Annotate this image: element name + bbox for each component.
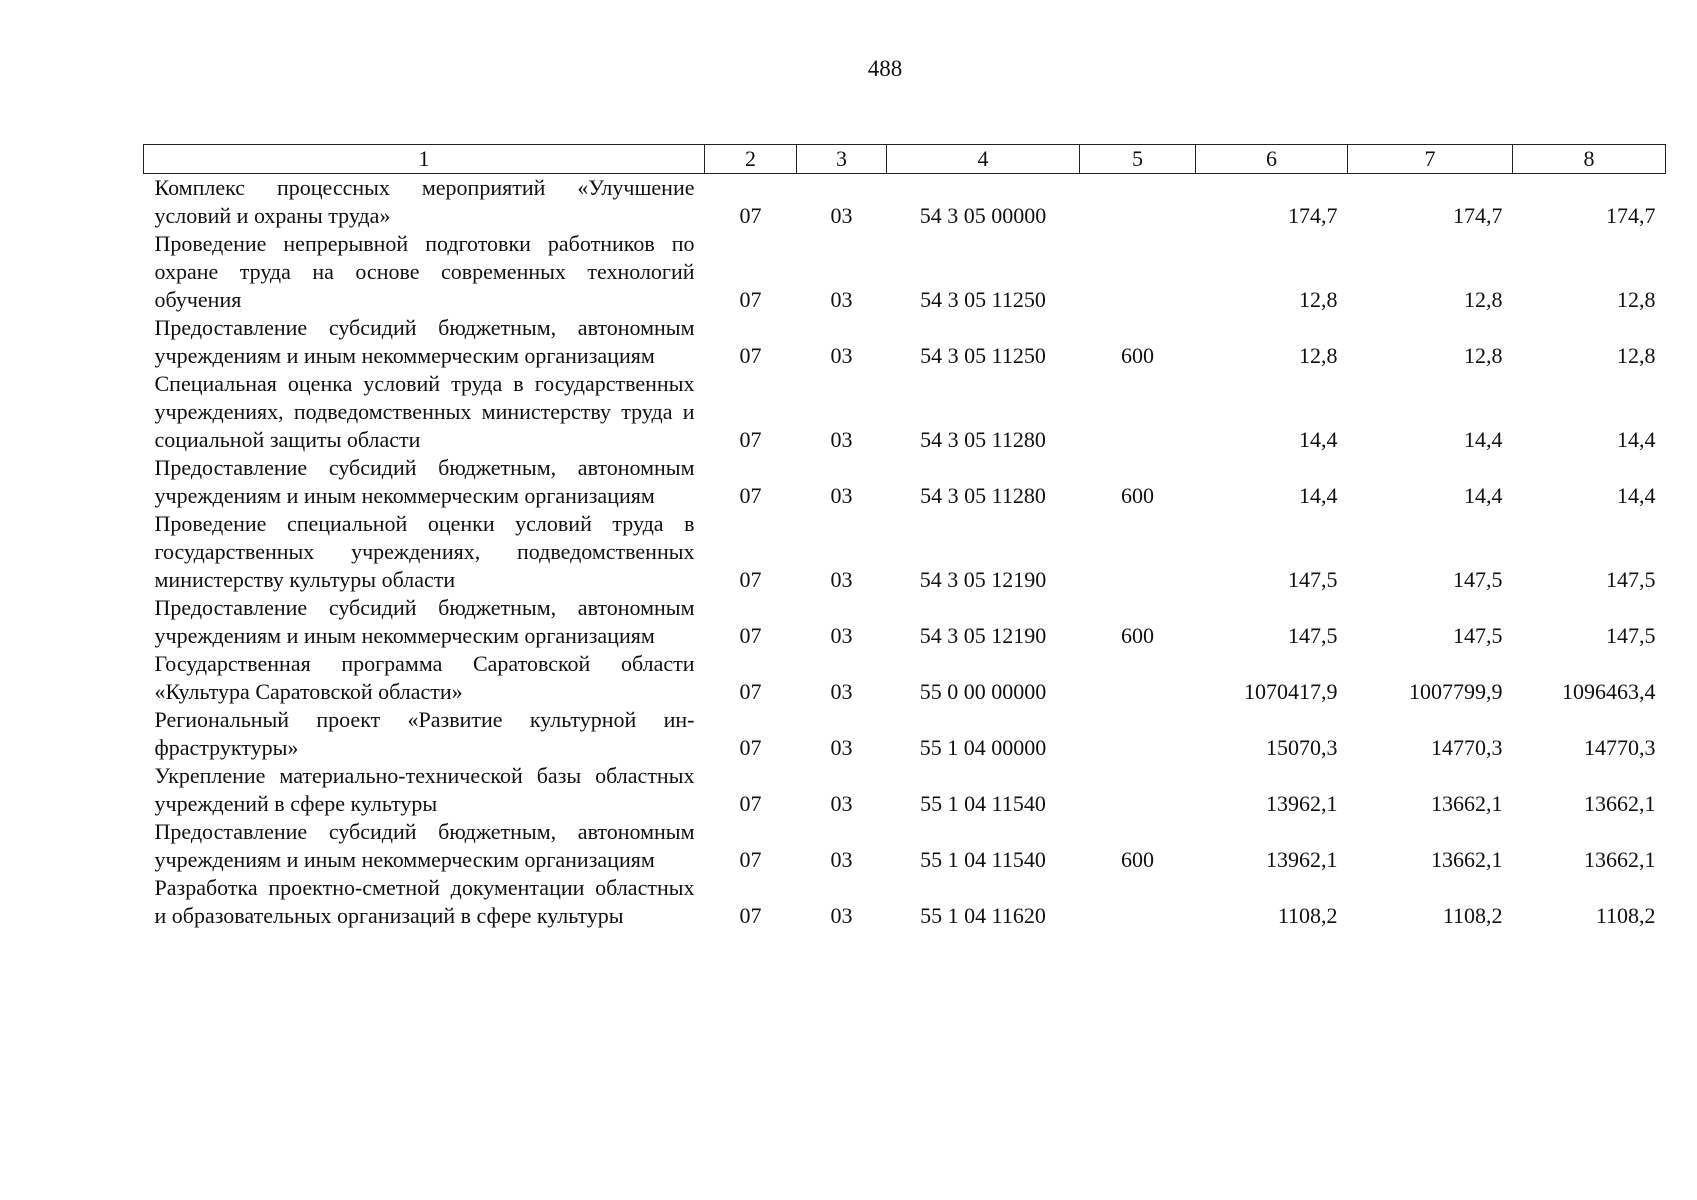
row-name-cell: Предоставление субсидий бюджетным, автономным учреждениям и иным некоммерческим организациям [154,455,695,508]
amount-cell: 147,5 [1453,567,1503,592]
expense-type-cell [1080,650,1196,706]
target-article-cell: 54 3 05 11250 [920,343,1046,368]
row-name-cell: Укрепление материально-технической базы областных учреждений в сфере культуры [154,763,695,816]
section-code-cell: 07 [739,567,762,592]
amount-cell: 147,5 [1606,623,1656,648]
amount-cell: 12,8 [1617,287,1656,312]
section-code-cell: 07 [739,287,762,312]
table-row [144,370,1666,454]
row-name-cell: Проведение непрерывной подготовки работников по охране труда на основе современных технологий обучения [154,231,695,312]
target-article-cell: 54 3 05 11250 [920,287,1046,312]
amount-cell: 12,8 [1299,287,1338,312]
subsection-code-cell: 03 [830,791,853,816]
table-row [144,510,1666,594]
table-row [144,874,1666,930]
row-name-cell: Разработка проектно-сметной документации областных и образовательных организаций в сфере культуры [154,875,695,928]
table-row [144,762,1666,818]
amount-cell: 1070417,9 [1244,679,1338,704]
amount-cell: 13962,1 [1266,791,1338,816]
row-name-cell: Специальная оценка условий труда в государственных учреждениях, подведомственных министерству труда и социальной защиты области [154,371,695,452]
target-article-cell: 54 3 05 00000 [919,203,1047,228]
amount-cell: 13962,1 [1266,847,1338,872]
amount-cell: 13662,1 [1431,847,1503,872]
expense-type-cell [1080,762,1196,818]
header-cell: 3 [797,145,887,174]
target-article-cell: 55 1 04 11620 [920,903,1046,928]
target-article-cell: 55 1 04 11540 [920,791,1046,816]
row-name-cell: Предоставление субсидий бюджетным, автономным учреждениям и иным некоммерческим организациям [154,315,695,368]
amount-cell: 12,8 [1299,343,1338,368]
target-article-cell: 55 1 04 11540 [920,847,1046,872]
section-code-cell: 07 [739,735,762,760]
amount-cell: 1007799,9 [1409,679,1503,704]
table-row [144,818,1666,874]
amount-cell: 12,8 [1464,287,1503,312]
table-row [144,174,1666,231]
subsection-code-cell: 03 [830,735,853,760]
section-code-cell: 07 [739,791,762,816]
amount-cell: 147,5 [1453,623,1503,648]
target-article-cell: 54 3 05 12190 [919,567,1047,592]
header-cell: 5 [1080,145,1196,174]
expense-type-cell [1080,370,1196,454]
section-code-cell: 07 [739,427,762,452]
amount-cell: 174,7 [1453,203,1503,228]
amount-cell: 13662,1 [1431,791,1503,816]
target-article-cell: 54 3 05 11280 [920,427,1046,452]
amount-cell: 14,4 [1299,427,1338,452]
table-row [144,594,1666,650]
section-code-cell: 07 [739,623,762,648]
section-code-cell: 07 [739,903,762,928]
header-cell: 6 [1196,145,1348,174]
amount-cell: 13662,1 [1584,847,1656,872]
subsection-code-cell: 03 [830,287,853,312]
row-name-cell: Проведение специальной оценки условий труда в государственных учреждениях, подведомственных министерству культуры области [154,511,695,592]
budget-table [143,144,1666,930]
amount-cell: 1096463,4 [1562,679,1656,704]
amount-cell: 14770,3 [1431,735,1503,760]
table-header-row [144,145,1666,174]
table-row [144,230,1666,314]
amount-cell: 14,4 [1617,483,1656,508]
amount-cell: 147,5 [1288,567,1338,592]
amount-cell: 14,4 [1464,483,1503,508]
amount-cell: 174,7 [1606,203,1656,228]
expense-type-cell [1080,706,1196,762]
amount-cell: 12,8 [1617,343,1656,368]
expense-type-cell: 600 [1121,343,1154,368]
amount-cell: 174,7 [1288,203,1338,228]
row-name-cell: Комплекс процессных мероприятий «Улучшение условий и охраны труда» [154,175,695,228]
table-body [144,174,1666,931]
expense-type-cell [1080,174,1196,231]
amount-cell: 13662,1 [1584,791,1656,816]
amount-cell: 1108,2 [1277,903,1338,928]
section-code-cell: 07 [739,203,762,228]
subsection-code-cell: 03 [830,623,853,648]
target-article-cell: 55 1 04 00000 [919,735,1047,760]
expense-type-cell [1080,230,1196,314]
row-name-cell: Предоставление субсидий бюджетным, автономным учреждениям и иным некоммерческим организациям [154,819,695,872]
amount-cell: 14,4 [1617,427,1656,452]
expense-type-cell [1080,874,1196,930]
amount-cell: 14770,3 [1584,735,1656,760]
header-cell: 4 [887,145,1080,174]
expense-type-cell: 600 [1121,847,1154,872]
subsection-code-cell: 03 [830,483,853,508]
amount-cell: 15070,3 [1266,735,1338,760]
header-cell: 1 [144,145,705,174]
subsection-code-cell: 03 [830,847,853,872]
subsection-code-cell: 03 [830,567,853,592]
header-cell: 7 [1348,145,1513,174]
amount-cell: 147,5 [1288,623,1338,648]
section-code-cell: 07 [739,679,762,704]
table-row [144,314,1666,370]
target-article-cell: 55 0 00 00000 [919,679,1047,704]
amount-cell: 147,5 [1606,567,1656,592]
amount-cell: 14,4 [1299,483,1338,508]
subsection-code-cell: 03 [830,203,853,228]
row-name-cell: Предоставление субсидий бюджетным, автономным учреждениям и иным некоммерческим организациям [154,595,695,648]
page-number: 488 [867,56,903,81]
subsection-code-cell: 03 [830,679,853,704]
subsection-code-cell: 03 [830,427,853,452]
amount-cell: 1108,2 [1595,903,1656,928]
amount-cell: 14,4 [1464,427,1503,452]
expense-type-cell: 600 [1121,623,1154,648]
expense-type-cell: 600 [1121,483,1154,508]
row-name-cell: Государственная программа Саратовской области «Культура Саратовской области» [154,651,695,704]
table-row [144,454,1666,510]
target-article-cell: 54 3 05 11280 [920,483,1046,508]
table-row [144,650,1666,706]
section-code-cell: 07 [739,343,762,368]
section-code-cell: 07 [739,847,762,872]
amount-cell: 1108,2 [1442,903,1503,928]
header-cell: 2 [705,145,797,174]
target-article-cell: 54 3 05 12190 [919,623,1047,648]
row-name-cell: Региональный проект «Развитие культурной инфраструктуры» [154,707,695,760]
amount-cell: 12,8 [1464,343,1503,368]
expense-type-cell [1080,510,1196,594]
section-code-cell: 07 [739,483,762,508]
subsection-code-cell: 03 [830,343,853,368]
subsection-code-cell: 03 [830,903,853,928]
header-cell: 8 [1513,145,1666,174]
table-row [144,706,1666,762]
